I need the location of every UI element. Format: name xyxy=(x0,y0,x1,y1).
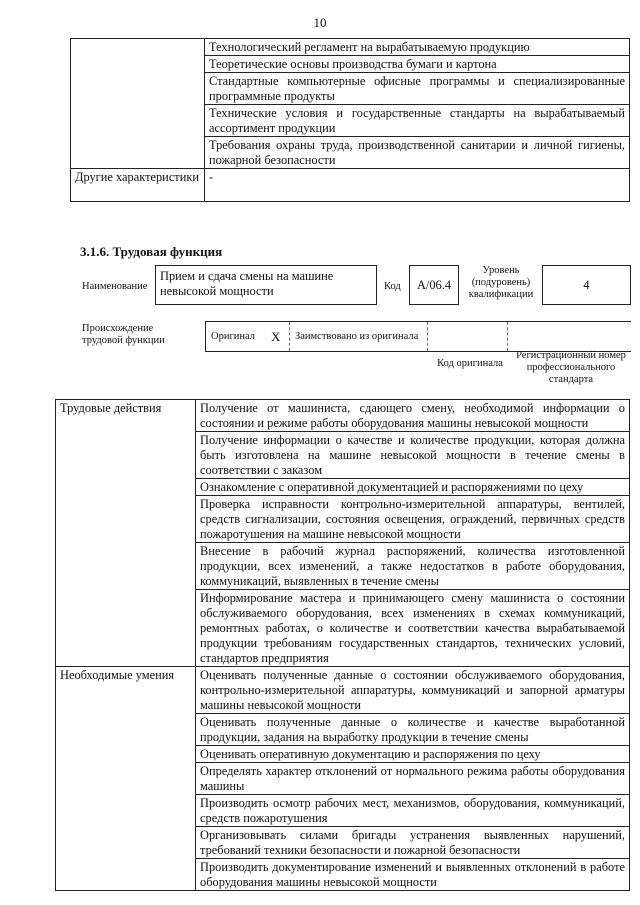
knowledge-table xyxy=(70,38,630,202)
table-row xyxy=(56,667,630,714)
code-value-box: А/06.4 xyxy=(409,265,459,305)
labor-action-item: Получение от машиниста, сдающего смену, необходимой информации о состоянии и режиме работы оборудования машины невысокой мощности xyxy=(196,400,630,432)
skill-item: Организовывать силами бригады устранения выявленных нарушений, требований техники безопасности и пожарной безопасности xyxy=(196,827,630,859)
skill-item: Определять характер отклонений от нормального режима работы оборудования машины xyxy=(196,763,630,795)
code-original-cell xyxy=(427,322,507,351)
level-label: Уровень (подуровень) квалификации xyxy=(468,265,534,300)
origin-row xyxy=(205,321,631,352)
labor-action-item: Информирование мастера и принимающего смену машиниста о состоянии обслуживаемого оборудования, всех изменениях в схемах коммуникаций, ремонтных работах, о количестве и соответствии качества вырабатываемой продукции требованиям государственных стандартов, технических условий, стандартов предприятия xyxy=(196,590,630,667)
labor-actions-label: Трудовые действия xyxy=(56,400,196,667)
original-label: Оригинал xyxy=(205,322,267,351)
knowledge-item: Требования охраны труда, производственной санитарии и личной гигиены, пожарной безопасности xyxy=(205,137,630,169)
skill-item: Оценивать оперативную документацию и распоряжения по цеху xyxy=(196,746,630,763)
other-characteristics-value: - xyxy=(205,169,630,202)
origin-label: Происхождение трудовой функции xyxy=(82,323,165,346)
section-title: 3.1.6. Трудовая функция xyxy=(80,244,223,259)
borrowed-label: Заимствовано из оригинала xyxy=(289,322,427,351)
original-mark: X xyxy=(271,329,281,344)
reg-number-cell xyxy=(507,322,631,351)
level-value-box: 4 xyxy=(542,265,631,305)
code-original-label: Код оригинала xyxy=(437,358,503,369)
other-characteristics-label: Другие характеристики xyxy=(71,169,205,202)
knowledge-item: Теоретические основы производства бумаги и картона xyxy=(205,56,630,73)
category-cell xyxy=(71,39,205,169)
reg-number-label: Регистрационный номер профессионального стандарта xyxy=(516,350,626,385)
function-name-box: Прием и сдача смены на машине невысокой мощности xyxy=(155,265,377,305)
labor-action-item: Ознакомление с оперативной документацией и распоряжениями по цеху xyxy=(196,479,630,496)
table-row xyxy=(71,169,630,202)
skill-item: Производить осмотр рабочих мест, механизмов, оборудования, коммуникаций, средств пожаротушения xyxy=(196,795,630,827)
skill-item: Оценивать полученные данные о количестве и качестве выработанной продукции, задания на выработку продукции в течение смены xyxy=(196,714,630,746)
name-label: Наименование xyxy=(82,281,148,292)
knowledge-item: Технологический регламент на вырабатываемую продукцию xyxy=(205,39,630,56)
page-number: 10 xyxy=(313,15,327,30)
knowledge-item: Технические условия и государственные стандарты на вырабатываемый ассортимент продукции xyxy=(205,105,630,137)
labor-action-item: Получение информации о качестве и количестве продукции, которая должна быть изготовлена на машине невысокой мощности в течение смены в соответствии с заказом xyxy=(196,432,630,479)
skill-item: Производить документирование изменений и выявленных отклонений в работе оборудования машины невысокой мощности xyxy=(196,859,630,891)
table-row xyxy=(56,400,630,432)
knowledge-item: Стандартные компьютерные офисные программы и специализированные программные продукты xyxy=(205,73,630,105)
table-row xyxy=(71,39,630,56)
skill-item: Оценивать полученные данные о состоянии обслуживаемого оборудования, контрольно-измерительной аппаратуры, коммуникаций и запорной арматуры машины невысокой мощности xyxy=(196,667,630,714)
skills-label: Необходимые умения xyxy=(56,667,196,891)
labor-function-table xyxy=(55,399,630,891)
labor-action-item: Внесение в рабочий журнал распоряжений, количества изготовленной продукции, всех изменений, а также недостатков в работе оборудования, коммуникаций, выявленных в течение смены xyxy=(196,543,630,590)
labor-action-item: Проверка исправности контрольно-измерительной аппаратуры, вентилей, средств сигнализации, состояния освещения, ограждений, первичных средств пожаротушения на машине невысокой мощности xyxy=(196,496,630,543)
code-label: Код xyxy=(384,281,401,292)
